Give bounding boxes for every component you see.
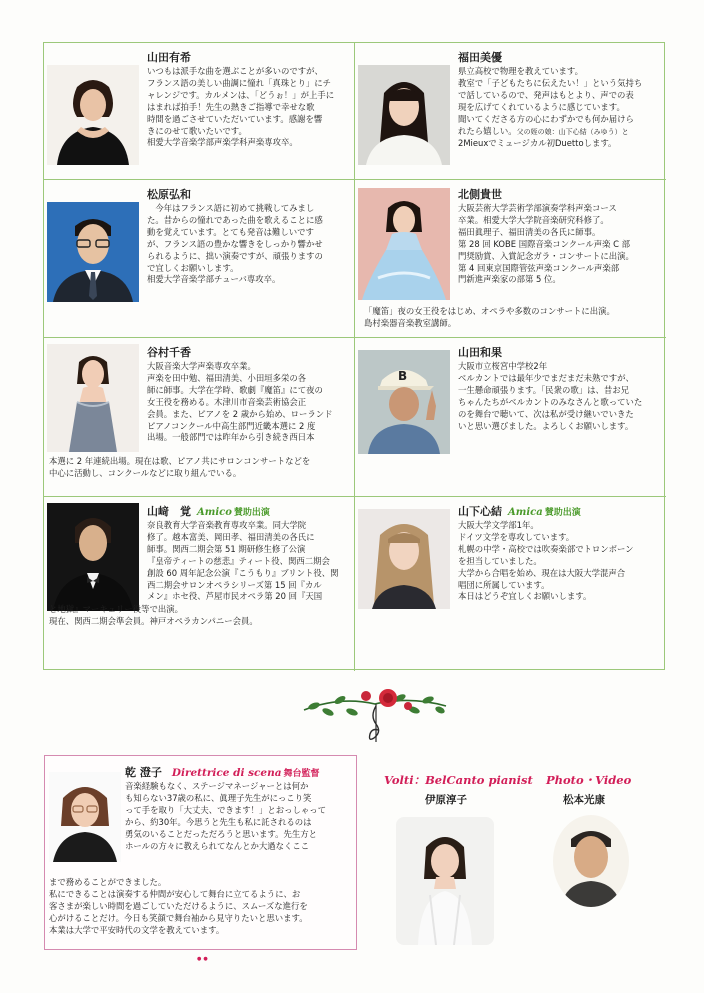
bio-line: 一生懸命頑張ります。「民衆の歌」は、昔お兄 bbox=[458, 384, 630, 395]
bio-line: 奈良教育大学音楽教育専攻卒業。同大学院 bbox=[147, 520, 307, 530]
bio-line: 勇気のいることだっただろうと思います。先生方と bbox=[125, 828, 317, 839]
member-name: 松原弘和 bbox=[147, 188, 191, 201]
bio-line: って手を取り「大丈夫、できます！」とおっしゃって bbox=[125, 804, 326, 815]
bio-line: 門奨励賞、入賞記念ガラ・コンサートに出演。 bbox=[458, 250, 634, 261]
bio-line: も知らない37歳の私に、眞理子先生がにっこり笑 bbox=[125, 792, 312, 803]
bio-line: 島村楽器音楽教室講師。 bbox=[364, 317, 457, 328]
member-photo bbox=[358, 65, 450, 165]
member-bio bbox=[147, 203, 349, 286]
bio-line: きにのせて歌いたいです。 bbox=[147, 125, 247, 136]
bio-line: 門新進声楽家の部第 5 位。 bbox=[458, 274, 561, 285]
bio-line: 客さまが楽しい時間を過ごしていただけるように、スムーズな進行を bbox=[49, 900, 308, 911]
director-tag: Direttrice di scena bbox=[171, 767, 282, 779]
bio-line: いと思い選びました。よろしくお願いします。 bbox=[458, 420, 634, 431]
guest-tag: Amica bbox=[508, 507, 543, 518]
bio-line: 音楽経験もなく、ステージマネージャーとは何か bbox=[125, 781, 309, 791]
director-name: 乾 澄子 Direttrice di scena 舞台監督 bbox=[125, 766, 320, 779]
svg-text:B: B bbox=[398, 369, 408, 383]
bio-line: フランス語の美しい曲調に憧れ「真珠とり」にチ bbox=[147, 77, 331, 88]
bio-line: 現を広げてくれているように感じています。 bbox=[458, 101, 625, 112]
member-bio bbox=[458, 203, 661, 286]
member-bio-extra bbox=[49, 604, 258, 628]
member-card bbox=[44, 43, 355, 180]
page-dots: ●● bbox=[197, 956, 210, 962]
member-bio-extra bbox=[364, 306, 615, 330]
director-role: 舞台監督 bbox=[283, 769, 320, 779]
bio-line: 卒業。相愛大学大学院音楽研究科修了。 bbox=[458, 214, 609, 225]
bio-line: 唱団に所属しています。 bbox=[458, 579, 550, 590]
bio-line: で宜しくお願いします。 bbox=[147, 262, 239, 273]
member-photo bbox=[358, 188, 450, 300]
bio-line: 私にできることは演奏する仲間が安心して舞台に立てるように、お bbox=[49, 888, 301, 899]
bio-line: のを舞台で聴いて、次は私が受け継いでいきた bbox=[458, 408, 634, 419]
bio-line: はまれば拍手！先生の熱きご指導で幸せな歌 bbox=[147, 101, 315, 112]
bio-line: 修了。越本富美、岡田孝、福田清美の各氏に bbox=[147, 531, 315, 542]
bio-line: 聞いてくださる方の心にわずかでも何か届けら bbox=[458, 113, 634, 124]
member-bio bbox=[147, 520, 349, 603]
bio-line: 第 4 回東京国際管弦声楽コンクール声楽部 bbox=[458, 262, 620, 273]
small-note: 父の姪の娘：山下心結（みゆう）と bbox=[516, 127, 629, 136]
bio-line: ちゃんたちがベルカントのみなさんと歌っていた bbox=[458, 396, 643, 407]
bio-line: 本選に 2 年連続出場。現在は歌、ピアノ共にサロンコンサートなどを bbox=[49, 456, 311, 466]
member-card bbox=[44, 338, 355, 497]
bio-line: 福田眞理子、福田清美の各氏に師事。 bbox=[458, 226, 601, 237]
member-card bbox=[44, 180, 355, 338]
bio-line: 心がけることだけ。今日も笑顔で舞台袖から見守りたいと思います。 bbox=[49, 912, 308, 923]
member-card bbox=[355, 43, 666, 180]
guest-tag: Amico bbox=[197, 507, 232, 518]
member-photo bbox=[358, 509, 450, 609]
bio-line: 大阪音楽大学声楽専攻卒業。 bbox=[147, 361, 256, 371]
bio-line: 県立高校で物理を教えています。 bbox=[458, 66, 583, 76]
member-bio bbox=[147, 66, 349, 149]
bio-line: 相愛大学音楽学部チューバ専攻卒。 bbox=[147, 274, 281, 285]
bio-line: 『皇帝ティートの慈悲』ティート役、関西二期会 bbox=[147, 555, 330, 566]
member-name: 山田和果 bbox=[458, 346, 502, 359]
bio-line: 「魔笛」夜の女王役をはじめ、オペラや多数のコンサートに出演。 bbox=[364, 306, 615, 316]
bio-line: られるように、拙い演奏ですが、頑張りますの bbox=[147, 250, 323, 261]
bio-line: た。昔からの憧れであった曲を歌えることに感 bbox=[147, 214, 323, 225]
member-bio bbox=[458, 66, 661, 150]
member-grid bbox=[43, 42, 665, 670]
bio-line: 師事。関西二期会第 51 期研修生修了公演 bbox=[147, 543, 306, 554]
bio-line: メン』ホセ役、芦屋市民オペラ第 20 回『天国 bbox=[147, 591, 323, 602]
bio-line: が、フランス語の豊かな響きをしっかり響かせ bbox=[147, 238, 323, 249]
bio-line: ホールの方々に教えられてなんとか大過なくここ bbox=[125, 840, 310, 851]
member-card bbox=[355, 180, 666, 338]
bio-line: ャレンジです。カルメンは、「どうぉ！」が上手に bbox=[147, 89, 335, 100]
member-photo bbox=[47, 503, 139, 611]
guest-label: 賛助出演 bbox=[544, 508, 581, 518]
bio-line: 中心に活動し、コンクールなどに取り組んでいる。 bbox=[49, 467, 242, 478]
member-card bbox=[44, 497, 355, 671]
member-name: 福田美優 bbox=[458, 51, 502, 64]
rose-ornament-icon bbox=[300, 676, 450, 746]
bio-line: 創設 60 周年記念公演『こうもり』ブリント役、関 bbox=[147, 567, 339, 578]
bio-line: 声楽を田中勉、福田清美、小田垣多栄の各 bbox=[147, 372, 307, 383]
bio-line: を担当していました。 bbox=[458, 555, 542, 566]
photographer-photo bbox=[553, 815, 629, 907]
member-photo bbox=[47, 344, 139, 452]
bio-line: まで務めることができました。 bbox=[49, 877, 167, 887]
member-card bbox=[355, 338, 666, 497]
member-name: 山田有希 bbox=[147, 51, 191, 64]
bio-line: 相愛大学音楽学部声楽学科声楽専攻卒。 bbox=[147, 137, 298, 148]
director-card bbox=[44, 755, 357, 950]
member-bio bbox=[458, 520, 661, 603]
member-bio bbox=[458, 361, 661, 432]
guest-label: 賛助出演 bbox=[233, 508, 270, 518]
bio-line: 2Mieuxでミュージカル初Duettoします。 bbox=[458, 138, 617, 149]
pianist-role: Volti：BelCanto pianist bbox=[384, 773, 533, 787]
bio-line: ベルカントでは最年少でまだまだ未熟ですが、 bbox=[458, 372, 634, 383]
member-photo bbox=[47, 65, 139, 165]
member-photo bbox=[358, 350, 450, 454]
photo-name: 松本光康 bbox=[563, 794, 605, 806]
bio-line: 会員。また、ピアノを 2 歳から始め、ローランド bbox=[147, 408, 333, 419]
bio-line: 大阪大学文学部1年。 bbox=[458, 520, 539, 530]
bio-line: 大阪市立桜宮中学校2年 bbox=[458, 361, 548, 371]
member-name: 谷村千香 bbox=[147, 346, 191, 359]
bio-line: 西二期会サロンオペラシリーズ第 15 回『カル bbox=[147, 579, 322, 590]
pianist-photo bbox=[396, 817, 494, 945]
director-bio bbox=[125, 781, 351, 852]
bio-line: 教室で「子どもたちに伝えたい！」という気持ち bbox=[458, 77, 643, 88]
bio-line: 動を覚えています。とても発音は難しいです bbox=[147, 226, 314, 237]
bio-line: ドイツ文学を専攻しています。 bbox=[458, 531, 575, 542]
bio-line: れたら嬉しい。父の姪の娘：山下心結（みゆう）と bbox=[458, 125, 629, 136]
bio-line: 出場。一般部門では昨年から引き続き西日本 bbox=[147, 432, 315, 443]
bio-line: 大阪芸術大学芸術学部演奏学科声楽コース bbox=[458, 203, 617, 213]
bio-line: と地獄』マーキュリー役等で出演。 bbox=[49, 604, 183, 614]
bio-line: 札幌の中学・高校では吹奏楽部でトロンボーン bbox=[458, 543, 634, 554]
member-bio-extra bbox=[49, 456, 310, 480]
bio-line: 現在、関西二期会準会員。神戸オペラカンパニー会員。 bbox=[49, 615, 258, 626]
bio-line: で話しているので、発声はもとより、声での表 bbox=[458, 89, 634, 100]
member-name: 北側貴世 bbox=[458, 188, 502, 201]
member-card bbox=[355, 497, 666, 671]
bio-line: から、約30年。今思うと先生も私に託されるのは bbox=[125, 816, 312, 827]
bio-line: 本業は大学で平安時代の文学を教えています。 bbox=[49, 924, 225, 935]
member-name: 山下心結 Amica 賛助出演 bbox=[458, 505, 581, 518]
bio-line: いつもは派手な曲を選ぶことが多いのですが、 bbox=[147, 66, 323, 76]
director-bio-extra bbox=[49, 877, 308, 937]
member-bio bbox=[147, 361, 349, 444]
bio-line: 時間を過ごさせていただいています。感謝を響 bbox=[147, 113, 323, 124]
member-name: 山﨑 覚 Amico 賛助出演 bbox=[147, 505, 270, 518]
bio-line: 本日はどうぞ宜しくお願いします。 bbox=[458, 591, 592, 602]
bio-line: 大学から合唱を始め、現在は大阪大学混声合 bbox=[458, 567, 626, 578]
bio-line: 第 28 回 KOBE 国際音楽コンクール声楽 C 部 bbox=[458, 238, 631, 249]
pianist-name: 伊原淳子 bbox=[425, 794, 467, 806]
bio-line: 今年はフランス語に初めて挑戦してみまし bbox=[147, 203, 315, 213]
director-photo bbox=[49, 772, 121, 862]
photo-role: Photo・Video bbox=[546, 773, 632, 787]
bio-line: 師に師事。大学在学時、歌劇『魔笛』にて夜の bbox=[147, 384, 323, 395]
member-photo bbox=[47, 202, 139, 302]
bio-line: 女王役を務める。木津川市音楽芸術協会正 bbox=[147, 396, 307, 407]
bio-line: ピアノコンクール中高生部門近畿本選に 2 度 bbox=[147, 420, 316, 431]
